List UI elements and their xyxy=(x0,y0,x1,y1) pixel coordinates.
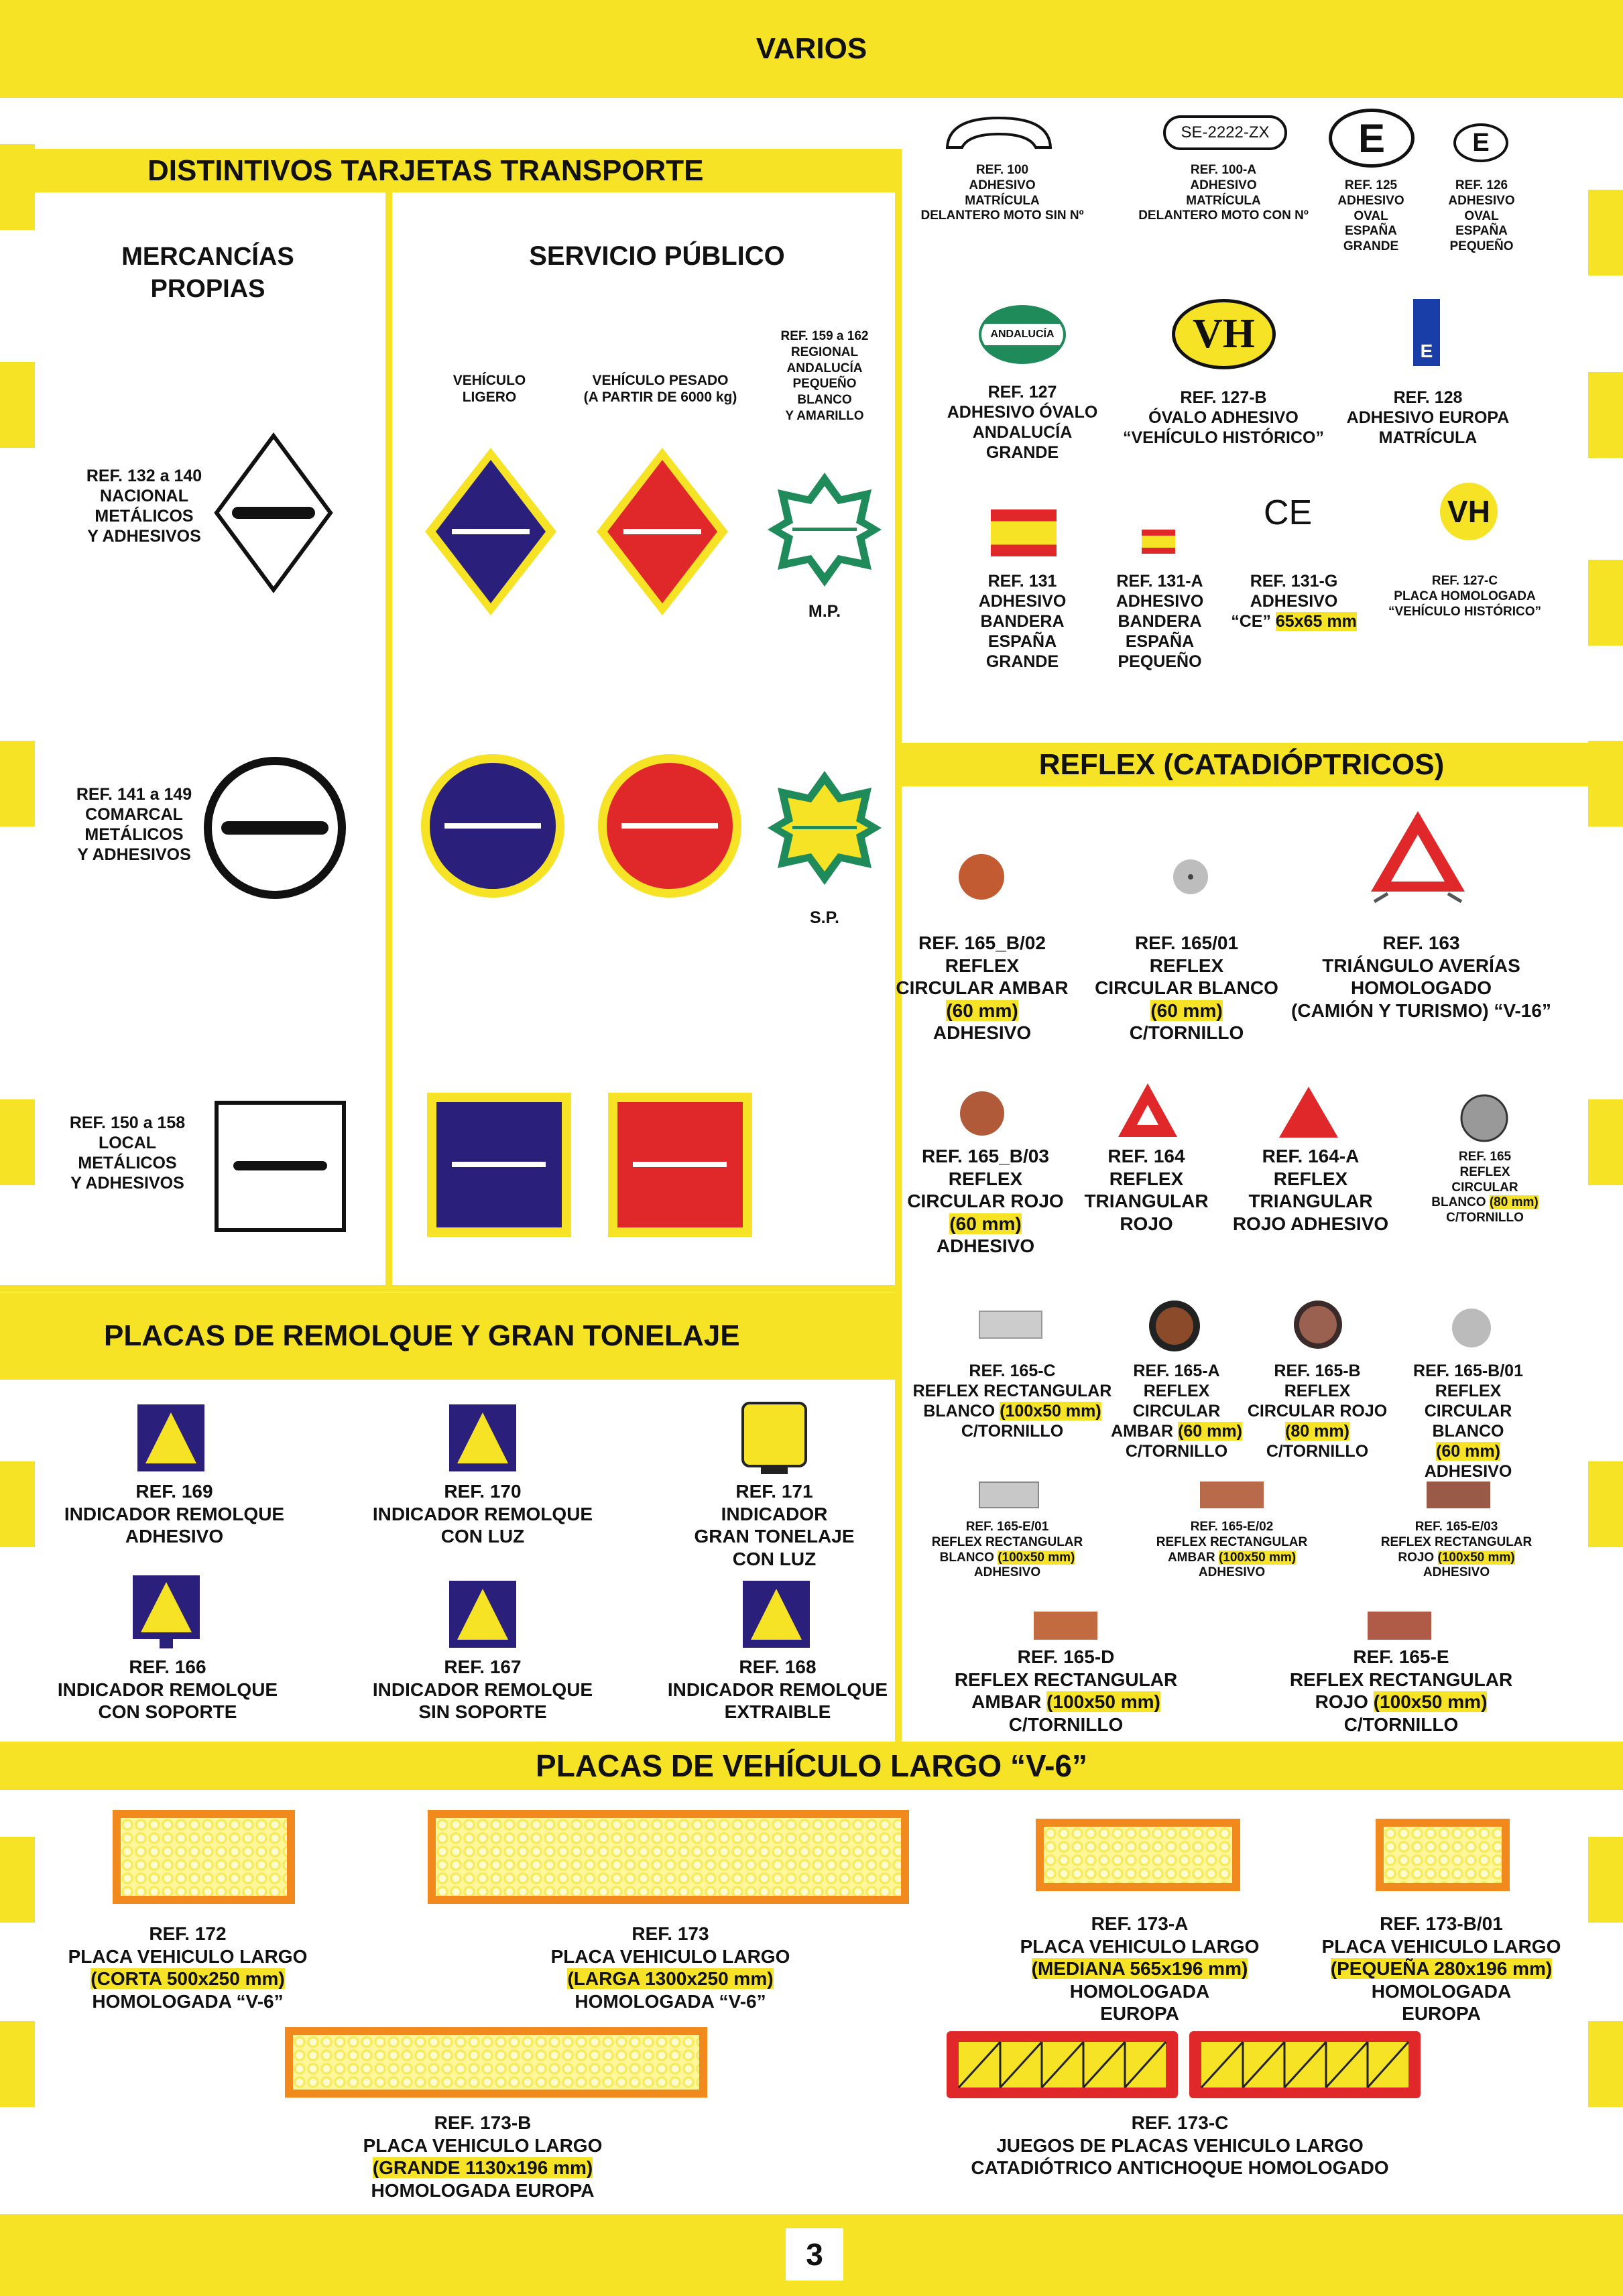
andalucia-oval: ANDALUCÍA xyxy=(979,305,1066,364)
ref100-label: REF. 100 ADHESIVO MATRÍCULA DELANTERO MOTO SIN Nº xyxy=(920,163,1084,223)
reflex-rect-white-icon xyxy=(979,1311,1042,1339)
r170-label: REF. 170 INDICADOR REMOLQUE CON LUZ xyxy=(372,1481,593,1547)
r165b03-label: REF. 165_B/03 REFLEX CIRCULAR ROJO (60 mm) ADHESIVO xyxy=(907,1146,1064,1257)
red-triangle-adhesive-icon xyxy=(1278,1085,1339,1140)
reflex-white-circle-icon xyxy=(1172,858,1209,896)
moto-plate-numbered: SE-2222-ZX xyxy=(1163,115,1287,150)
ref100a-label: REF. 100-A ADHESIVO MATRÍCULA DELANTERO MOTO CON Nº xyxy=(1138,163,1309,223)
r165b02-label: REF. 165_B/02 REFLEX CIRCULAR AMBAR (60 mm) ADHESIVO xyxy=(896,932,1069,1044)
reflex-amber-circle-icon xyxy=(957,853,1006,901)
r165e01-label: REF. 165-E/01 REFLEX RECTANGULAR BLANCO (100x50 mm) ADHESIVO xyxy=(931,1520,1083,1580)
regional-star-yellow-icon xyxy=(764,768,885,888)
plate-173b01 xyxy=(1376,1819,1510,1891)
r165a-label: REF. 165-A REFLEX CIRCULAR AMBAR (60 mm) C/TORNILLO xyxy=(1111,1362,1242,1461)
remolque-adhesive-icon xyxy=(137,1404,204,1471)
ref128-label: REF. 128 ADHESIVO EUROPA MATRÍCULA xyxy=(1346,388,1510,447)
pesado-circle-icon xyxy=(598,754,741,898)
pesado-diamond-icon xyxy=(595,448,729,615)
reflex-red-disc-icon xyxy=(1293,1299,1343,1350)
r167-label: REF. 167 INDICADOR REMOLQUE SIN SOPORTE xyxy=(372,1656,593,1723)
red-triangle-reflex-icon xyxy=(1117,1081,1179,1139)
row-nacional-label: REF. 132 a 140 NACIONAL METÁLICOS Y ADHESIVOS xyxy=(86,467,202,546)
row-local-label: REF. 150 a 158 LOCAL METÁLICOS Y ADHESIVOS xyxy=(69,1113,186,1193)
oval-e-small: E xyxy=(1453,123,1508,162)
warning-triangle-icon xyxy=(1368,808,1468,902)
sp-label: S.P. xyxy=(809,908,840,927)
r165b-label: REF. 165-B REFLEX CIRCULAR ROJO (80 mm) C/TORNILLO xyxy=(1247,1362,1388,1461)
r173-label: REF. 173 PLACA VEHICULO LARGO (LARGA 1300x250 mm) HOMOLOGADA “V-6” xyxy=(550,1923,790,2012)
row-comarcal-label: REF. 141 a 149 COMARCAL METÁLICOS Y ADHESIVOS xyxy=(76,785,192,864)
r168-label: REF. 168 INDICADOR REMOLQUE EXTRAIBLE xyxy=(667,1656,888,1723)
ce-mark: CE xyxy=(1264,493,1313,532)
plate-172 xyxy=(113,1810,295,1904)
r16501-label: REF. 165/01 REFLEX CIRCULAR BLANCO (60 mm) C/TORNILLO xyxy=(1095,932,1278,1044)
pesado-square-icon xyxy=(608,1093,752,1237)
reflex-rect-white-adh-icon xyxy=(979,1482,1039,1508)
reflex-rect-amber-icon xyxy=(1034,1612,1097,1640)
r173b01-label: REF. 173-B/01 PLACA VEHICULO LARGO (PEQUEÑA 280x196 mm) HOMOLOGADA EUROPA xyxy=(1321,1913,1561,2025)
col-mercancias: MERCANCÍAS PROPIAS xyxy=(121,243,294,303)
section-remolque: PLACAS DE REMOLQUE Y GRAN TONELAJE xyxy=(0,1292,902,1380)
top-bar xyxy=(0,0,1623,98)
sub-ligero: VEHÍCULO LIGERO xyxy=(453,373,526,406)
comarcal-circle-icon xyxy=(201,754,349,902)
ligero-diamond-icon xyxy=(424,448,558,615)
moto-plate-icon xyxy=(942,113,1056,153)
section-v6: PLACAS DE VEHÍCULO LARGO “V-6” xyxy=(0,1742,1623,1790)
spain-flag-small xyxy=(1142,530,1175,554)
ref131-label: REF. 131 ADHESIVO BANDERA ESPAÑA GRANDE xyxy=(978,572,1067,671)
r165b01-label: REF. 165-B/01 REFLEX CIRCULAR BLANCO (60 mm) ADHESIVO xyxy=(1413,1362,1523,1481)
regional-star-white-icon xyxy=(764,469,885,590)
plate-173b xyxy=(285,2027,707,2098)
ligero-circle-icon xyxy=(421,754,564,898)
section-reflex: REFLEX (CATADIÓPTRICOS) xyxy=(895,743,1588,786)
r163-label: REF. 163 TRIÁNGULO AVERÍAS HOMOLOGADO (CAMIÓN Y TURISMO) “V-16” xyxy=(1291,932,1551,1021)
mp-label: M.P. xyxy=(808,602,841,621)
r165e02-label: REF. 165-E/02 REFLEX RECTANGULAR AMBAR (100x50 mm) ADHESIVO xyxy=(1156,1520,1308,1580)
vh-oval: VH xyxy=(1172,299,1276,369)
europa-plate-icon: E xyxy=(1413,299,1440,366)
r165c-label: REF. 165-C REFLEX RECTANGULAR BLANCO (100x50 mm) C/TORNILLO xyxy=(912,1362,1112,1441)
reflex-red-circle-icon xyxy=(959,1090,1006,1137)
remolque-sin-soporte-icon xyxy=(449,1581,516,1648)
page-number: 3 xyxy=(786,2228,843,2281)
sub-regional: REF. 159 a 162 REGIONAL ANDALUCÍA PEQUEÑO BLANCO Y AMARILLO xyxy=(780,329,869,423)
r172-label: REF. 172 PLACA VEHICULO LARGO (CORTA 500x250 mm) HOMOLOGADA “V-6” xyxy=(68,1923,308,2012)
ref125-label: REF. 125 ADHESIVO OVAL ESPAÑA GRANDE xyxy=(1337,178,1404,254)
plate-173a xyxy=(1036,1819,1240,1891)
r165-label: REF. 165 REFLEX CIRCULAR BLANCO (80 mm) C/TORNILLO xyxy=(1431,1150,1539,1225)
r164a-label: REF. 164-A REFLEX TRIANGULAR ROJO ADHESIVO xyxy=(1232,1146,1389,1234)
r165d-label: REF. 165-D REFLEX RECTANGULAR AMBAR (100x50 mm) C/TORNILLO xyxy=(954,1646,1178,1735)
ligero-square-icon xyxy=(427,1093,571,1237)
page-title: VARIOS xyxy=(756,32,867,65)
r173a-label: REF. 173-A PLACA VEHICULO LARGO (MEDIANA 565x196 mm) HOMOLOGADA EUROPA xyxy=(1020,1913,1260,2025)
r165e03-label: REF. 165-E/03 REFLEX RECTANGULAR ROJO (100x50 mm) ADHESIVO xyxy=(1380,1520,1532,1580)
plate-173 xyxy=(428,1810,909,1904)
reflex-rect-red-adh-icon xyxy=(1427,1482,1490,1508)
col-servicio: SERVICIO PÚBLICO xyxy=(529,241,785,271)
plates-173c-icon xyxy=(947,2031,1423,2100)
spain-flag-large xyxy=(991,509,1057,556)
remolque-soporte-icon xyxy=(133,1575,200,1649)
r164-label: REF. 164 REFLEX TRIANGULAR ROJO xyxy=(1084,1146,1209,1234)
oval-e-large: E xyxy=(1329,109,1415,168)
ref127-label: REF. 127 ADHESIVO ÓVALO ANDALUCÍA GRANDE xyxy=(947,383,1098,462)
ref126-label: REF. 126 ADHESIVO OVAL ESPAÑA PEQUEÑO xyxy=(1448,178,1515,254)
reflex-amber-disc-icon xyxy=(1148,1299,1201,1353)
ref127b-label: REF. 127-B ÓVALO ADHESIVO “VEHÍCULO HISTÓRICO” xyxy=(1122,388,1324,447)
reflex-rect-amber-adh-icon xyxy=(1200,1482,1264,1508)
r171-label: REF. 171 INDICADOR GRAN TONELAJE CON LUZ xyxy=(694,1481,855,1569)
reflex-white-disc-icon xyxy=(1451,1307,1492,1349)
gran-tonelaje-icon xyxy=(741,1401,808,1475)
remolque-extraible-icon xyxy=(743,1581,810,1648)
r173b-label: REF. 173-B PLACA VEHICULO LARGO (GRANDE 1130x196 mm) HOMOLOGADA EUROPA xyxy=(363,2112,603,2201)
ref131a-label: REF. 131-A ADHESIVO BANDERA ESPAÑA PEQUEÑO xyxy=(1116,572,1204,671)
sub-pesado: VEHÍCULO PESADO (A PARTIR DE 6000 kg) xyxy=(583,373,737,406)
vh-circle: VH xyxy=(1440,483,1498,540)
reflex-rect-red-icon xyxy=(1368,1612,1431,1640)
reflex-white-80-icon xyxy=(1460,1094,1508,1142)
r166-label: REF. 166 INDICADOR REMOLQUE CON SOPORTE xyxy=(57,1656,278,1723)
column-divider xyxy=(385,188,392,1290)
nacional-diamond-icon xyxy=(213,432,334,593)
r173c-label: REF. 173-C JUEGOS DE PLACAS VEHICULO LARGO CATADIÓTRICO ANTICHOQUE HOMOLOGADO xyxy=(971,2112,1389,2179)
r165e-label: REF. 165-E REFLEX RECTANGULAR ROJO (100x50 mm) C/TORNILLO xyxy=(1289,1646,1513,1735)
ref127c-label: REF. 127-C PLACA HOMOLOGADA “VEHÍCULO HISTÓRICO” xyxy=(1388,574,1541,619)
remolque-luz-icon xyxy=(449,1404,516,1471)
ref131g-label: REF. 131-G ADHESIVO “CE” 65x65 mm xyxy=(1231,572,1357,631)
r169-label: REF. 169 INDICADOR REMOLQUE ADHESIVO xyxy=(64,1481,285,1547)
local-square-icon xyxy=(213,1099,347,1233)
section-distintivos: DISTINTIVOS TARJETAS TRANSPORTE xyxy=(0,149,902,192)
